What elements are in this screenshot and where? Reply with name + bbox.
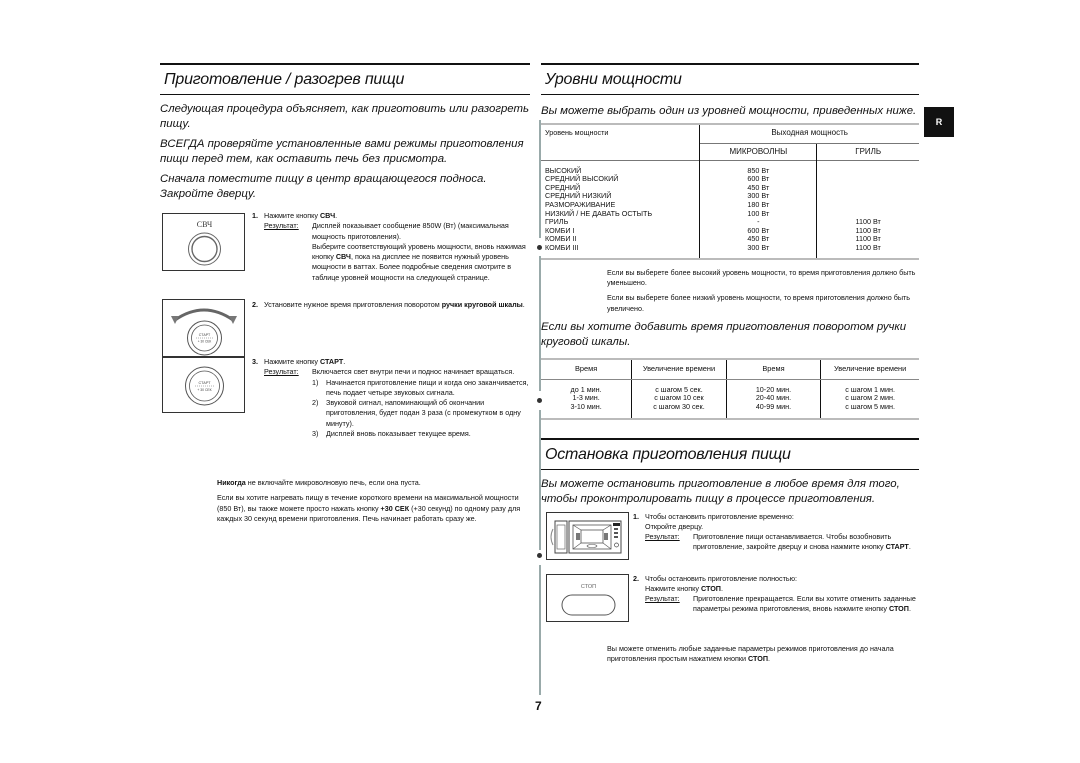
language-tab-r: R (924, 107, 954, 137)
intro-line-2: ВСЕГДА проверяйте установленные вами режимы приготовления пищи перед тем, как оставить печь без присмотра. (160, 138, 524, 165)
microwave-open-door-icon (547, 513, 630, 561)
power-levels-section (541, 63, 919, 669)
power-note-2: Если вы выберете более низкий уровень мощности, то время приготовления должно быть увеличено. (607, 293, 911, 313)
final-note-bold: СТОП (748, 653, 769, 663)
col-power-level: Уровень мощности (545, 128, 609, 137)
step-2-text: Установите нужное время приготовления поворотом (264, 300, 442, 309)
sub-item-3 (312, 429, 530, 439)
stop-step-1-result (645, 532, 919, 553)
stop-step-1-result-post: . (908, 542, 911, 552)
step-2-text-end: . (522, 300, 525, 309)
step-1-result-text (312, 221, 530, 283)
microwave-button-icon (163, 214, 246, 272)
power-row-micro: - (700, 218, 817, 227)
stop-step-2-body (645, 574, 919, 615)
step-3-text-end: . (343, 357, 346, 366)
power-row-level: ВЫСОКИЙ (545, 165, 582, 175)
power-row-level: РАЗМОРАЖИВАНИЕ (545, 200, 616, 210)
sub-item-1 (312, 378, 530, 399)
step-3-body (264, 355, 530, 439)
power-row-level: СРЕДНИЙ (545, 182, 581, 192)
time-row (541, 379, 919, 394)
svg-text:СТОП: СТОП (580, 583, 597, 590)
sub-item-num: 3) (312, 429, 319, 439)
power-row-grill: 1100 Вт (817, 227, 919, 236)
sub-item-text: Дисплей вновь показывает текущее время. (326, 429, 471, 439)
stop-step-2-line2-pre: Нажмите кнопку (645, 583, 701, 593)
note-quick-bold: +30 СЕК (380, 503, 410, 513)
power-row-micro: 180 Вт (700, 201, 817, 210)
stop-step-1-result-bold: СТАРТ (885, 542, 909, 552)
step-1-body (264, 211, 530, 283)
step-3-button-name: СТАРТ (319, 357, 344, 366)
power-row-grill (817, 167, 919, 176)
power-row (541, 175, 919, 184)
intro-line-3: Сначала поместите пищу в центр вращающегося подноса. Закройте дверцу. (160, 173, 487, 200)
power-row-micro: 450 Вт (700, 235, 817, 244)
time-table-header (541, 359, 919, 380)
stop-button-illustration (546, 574, 629, 622)
power-row-micro: 850 Вт (700, 167, 817, 176)
stop-step-2-result (645, 594, 919, 615)
power-level-table (541, 123, 919, 260)
stop-step-2-result-text (693, 594, 919, 615)
col-time: Время (726, 359, 821, 380)
start-dial-icon (163, 358, 246, 414)
power-table-subheader (541, 143, 919, 161)
time-cell: 1-3 мин. (572, 393, 600, 403)
power-row-grill: 1100 Вт (817, 218, 919, 227)
increment-cell: с шагом 1 мин. (821, 379, 919, 394)
power-row-level: КОМБИ II (545, 234, 577, 244)
col-increment: Увеличение времени (821, 359, 919, 380)
power-row-micro: 100 Вт (700, 210, 817, 219)
increment-cell: с шагом 10 сек (632, 394, 727, 403)
dial-rotate-illustration (162, 299, 245, 357)
time-cell: до 1 мин. (570, 384, 602, 394)
stop-step-2-number: 2. (633, 573, 639, 583)
step-1-result-extra-end: , пока на дисплее не появится нужный уровень мощности в ваттах. Более подробные сведения смотрите в таблице уровней мощности на следующей странице. (312, 252, 512, 282)
dial-heading: Если вы хотите добавить время приготовления поворотом ручки круговой шкалы. (541, 320, 907, 348)
power-row-level: КОМБИ I (545, 225, 575, 235)
power-row-grill (817, 184, 919, 193)
col-grill: ГРИЛЬ (817, 143, 919, 161)
power-row-level: СРЕДНИЙ НИЗКИЙ (545, 191, 612, 201)
power-row-grill (817, 201, 919, 210)
step-1-number: 1. (252, 211, 258, 220)
result-label: Результат: (264, 367, 299, 377)
svg-text:+ 30 СЕК: + 30 СЕК (197, 339, 212, 344)
sub-item-2 (312, 398, 530, 429)
stop-step-1-result-pre: Приготовление пищи останавливается. Чтобы возобновить приготовление, закройте дверцу и снова нажмите кнопку (693, 532, 892, 552)
open-door-illustration (546, 512, 629, 560)
stop-step-2-result-bold: СТОП (888, 604, 909, 614)
stop-step-1-line1: Чтобы остановить приготовление временно: (645, 511, 794, 521)
section-title-cooking: Приготовление / разогрев пищи (160, 63, 530, 95)
final-note (607, 644, 919, 665)
note-quick-heat (217, 493, 530, 524)
sub-item-num: 1) (312, 377, 319, 387)
power-row-grill (817, 175, 919, 184)
step-2-number: 2. (252, 300, 258, 309)
note-never-bold: Никогда (217, 478, 246, 487)
stop-step-2 (541, 574, 919, 634)
power-row-grill (817, 192, 919, 201)
step-3-result-text: Включается свет внутри печи и поднос начинает вращаться. (312, 367, 515, 377)
section-title-stop: Остановка приготовления пищи (541, 438, 919, 470)
note-quick-text-end: (+30 секунд) по одному разу для каждых 30 секунд времени приготовления. Печь начинает работать сразу же. (217, 503, 521, 523)
section-title-power: Уровни мощности (541, 63, 919, 95)
step-2-body (264, 299, 530, 310)
stop-intro: Вы можете остановить приготовление в любое время для того, чтобы проконтролировать пищу в процессе приготовления. (541, 477, 900, 505)
page-number: 7 (535, 699, 542, 713)
start-button-illustration (162, 357, 245, 413)
final-note-pre: Вы можете отменить любые заданные параметры режимов приготовления до начала приготовления простым нажатием кнопки (607, 643, 894, 663)
increment-cell: с шагом 5 мин. (821, 403, 919, 419)
sub-item-num: 2) (312, 398, 319, 408)
stop-step-2-line2-bold: СТОП (700, 583, 721, 593)
power-notes (607, 268, 919, 314)
power-row-micro: 300 Вт (700, 244, 817, 259)
step-2-control-name: ручки круговой шкалы (441, 300, 523, 309)
step-1-result-extra: Выберите соответствующий уровень мощности, вновь нажимая кнопку (312, 241, 526, 262)
step-1-text: Нажмите кнопку (264, 211, 320, 220)
power-row (541, 244, 919, 259)
step-3-number: 3. (252, 357, 258, 366)
power-table-header (541, 124, 919, 143)
power-row-micro: 300 Вт (700, 192, 817, 201)
stop-step-1-line2: Откройте дверцу. (645, 521, 704, 531)
svg-text:СВЧ: СВЧ (196, 220, 213, 229)
final-note-text (607, 644, 919, 665)
note-never-empty (217, 478, 530, 488)
step-2 (160, 299, 530, 355)
increment-cell: с шагом 5 сек. (632, 379, 727, 394)
final-note-post: . (768, 653, 771, 663)
time-cell: 20-40 мин. (726, 394, 821, 403)
cooking-reheating-section (160, 63, 530, 529)
time-cell: 3-10 мин. (570, 402, 602, 411)
stop-step-1-number: 1. (633, 511, 639, 521)
power-row-grill: 1100 Вт (817, 235, 919, 244)
stop-step-2-line2 (645, 584, 919, 594)
power-row-level: КОМБИ III (545, 243, 579, 253)
step-1-button-name: СВЧ (319, 211, 336, 220)
stop-step-1 (541, 512, 919, 570)
power-row-level: НИЗКИЙ / НЕ ДАВАТЬ ОСТЫТЬ (545, 208, 653, 218)
col-microwave: МИКРОВОЛНЫ (700, 143, 817, 161)
stop-step-1-body (645, 512, 919, 553)
result-label: Результат: (645, 532, 680, 542)
increment-cell: с шагом 30 сек. (632, 403, 727, 419)
note-quick-text: Если вы хотите нагревать пищу в течение короткого времени на максимальной мощности (850 Вт), вы также можете просто нажать кнопку (217, 493, 519, 513)
power-row-level: ГРИЛЬ (545, 217, 569, 227)
power-row-grill: 1100 Вт (817, 244, 919, 259)
time-cell: 40-99 мин. (726, 403, 821, 419)
dial-rotate-icon (163, 300, 246, 358)
svg-text:СТАРТ: СТАРТ (198, 333, 211, 337)
col-increment: Увеличение времени (632, 359, 727, 380)
time-cell: 10-20 мин. (726, 379, 821, 394)
step-3-text: Нажмите кнопку (264, 357, 320, 366)
note-never-text: не включайте микроволновую печь, если она пуста. (245, 478, 421, 487)
stop-step-1-result-text (693, 532, 919, 553)
col-output-power: Выходная мощность (700, 124, 919, 143)
time-increment-table (541, 358, 919, 420)
result-label: Результат: (645, 594, 680, 604)
intro-line-1: Следующая процедура объясняет, как приготовить или разогреть пищу. (160, 103, 529, 130)
step-3-result (264, 367, 530, 377)
step-3 (160, 355, 530, 473)
stop-step-2-result-pre: Приготовление прекращается. Если вы хотите отменить заданные параметры режима приготовления, вновь нажмите кнопку (693, 594, 916, 614)
svg-text:СТАРТ: СТАРТ (198, 381, 211, 385)
result-label: Результат: (264, 221, 299, 231)
step-1-result-lines: Дисплей показывает сообщение 850W (Вт) (максимальная мощность приготовления). (312, 221, 509, 241)
step-3-sub-list (312, 378, 530, 440)
power-row-micro: 600 Вт (700, 175, 817, 184)
increment-cell: с шагом 2 мин. (821, 394, 919, 403)
step-1-text-end: . (335, 211, 338, 220)
step-1 (160, 211, 530, 299)
sub-item-text: Начинается приготовление пищи и когда оно заканчивается, печь подает четыре звуковых сигнала. (326, 377, 529, 397)
microwave-button-illustration (162, 213, 245, 271)
stop-step-2-result-post: . (908, 604, 911, 614)
power-row-micro: 600 Вт (700, 227, 817, 236)
power-intro: Вы можете выбрать один из уровней мощности, приведенных ниже. (541, 105, 917, 117)
svg-text:+ 30 СЕК: + 30 СЕК (197, 388, 212, 392)
sub-item-text: Звуковой сигнал, напоминающий об окончании приготовления, будет подан 3 раза (с промежутком в одну минуту). (326, 398, 521, 428)
stop-button-icon (547, 575, 630, 623)
stop-step-2-line1: Чтобы остановить приготовление полностью: (645, 573, 798, 583)
time-row (541, 403, 919, 419)
step-1-result (264, 221, 530, 283)
stop-step-2-line2-post: . (720, 583, 723, 593)
cooking-notes (217, 478, 530, 524)
power-row-level: СРЕДНИЙ ВЫСОКИЙ (545, 174, 619, 184)
power-note-1: Если вы выберете более высокий уровень мощности, то время приготовления должно быть уменьшено. (607, 267, 916, 287)
cooking-intro (160, 102, 530, 202)
power-row-micro: 450 Вт (700, 184, 817, 193)
col-time: Время (541, 359, 632, 380)
step-1-result-bold: СВЧ (335, 252, 351, 262)
